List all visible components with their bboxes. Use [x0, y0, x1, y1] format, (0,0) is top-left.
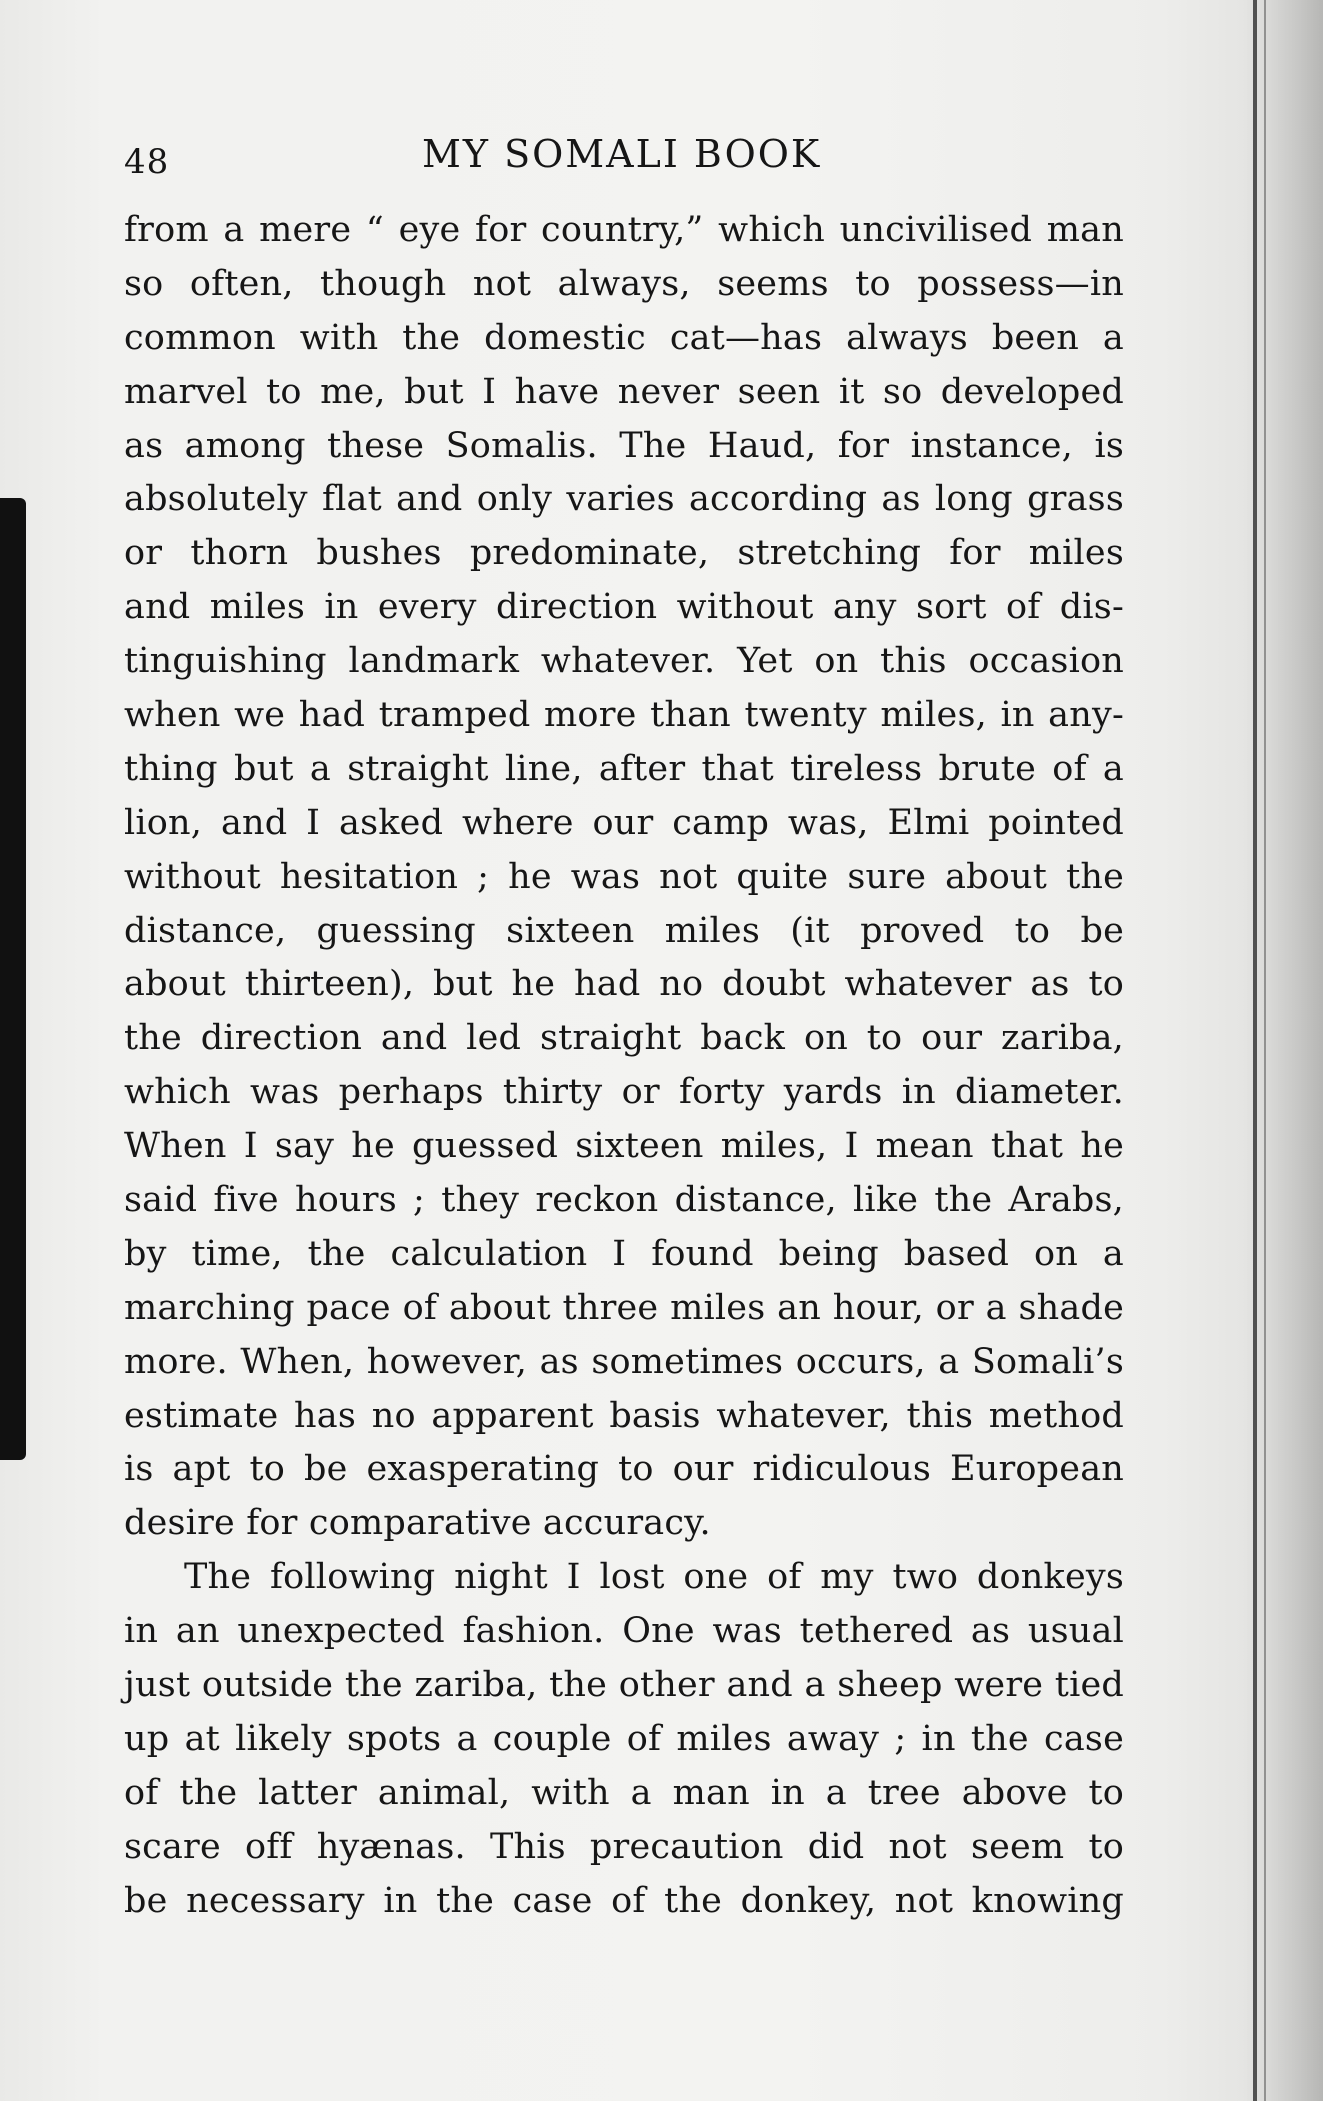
text-line: up at likely spots a couple of miles away ; in the case: [124, 1718, 1124, 1759]
text-line: marching pace of about three miles an hour, or a shade: [124, 1287, 1124, 1328]
text-line: distance, guessing sixteen miles (it proved to be: [124, 910, 1124, 951]
text-line: or thorn bushes predominate, stretching for miles: [124, 533, 1124, 574]
paragraph-end-line: desire for comparative accuracy.: [124, 1503, 711, 1544]
text-line: as among these Somalis. The Haud, for instance, is: [124, 425, 1124, 466]
text-line: estimate has no apparent basis whatever, this method: [124, 1395, 1124, 1436]
text-line: is apt to be exasperating to our ridiculous European: [124, 1449, 1124, 1490]
text-line: be necessary in the case of the donkey, not knowing: [124, 1880, 1124, 1921]
text-line: absolutely flat and only varies according as long grass: [124, 479, 1124, 520]
binding-gutter-secondary: [1264, 0, 1266, 2101]
text-line: without hesitation ; he was not quite sure about the: [124, 856, 1124, 897]
text-line: When I say he guessed sixteen miles, I mean that he: [124, 1126, 1124, 1167]
facing-page-edge: [0, 498, 26, 1460]
text-line: more. When, however, as sometimes occurs, a Somali’s: [124, 1341, 1124, 1382]
text-line: marvel to me, but I have never seen it so developed: [124, 371, 1124, 412]
text-line: thing but a straight line, after that tireless brute of a: [124, 748, 1124, 789]
text-line: by time, the calculation I found being based on a: [124, 1233, 1124, 1274]
text-line: the direction and led straight back on to our zariba,: [124, 1018, 1124, 1059]
text-line: lion, and I asked where our camp was, Elmi pointed: [124, 802, 1124, 843]
text-line: so often, though not always, seems to possess—in: [124, 263, 1124, 304]
text-line: tinguishing landmark whatever. Yet on this occasion: [124, 641, 1124, 682]
text-line: in an unexpected fashion. One was tethered as usual: [124, 1611, 1124, 1652]
text-line: which was perhaps thirty or forty yards in diameter.: [124, 1072, 1124, 1113]
text-line: when we had tramped more than twenty miles, in any-: [124, 695, 1124, 736]
text-line: said five hours ; they reckon distance, like the Arabs,: [124, 1180, 1124, 1221]
text-line: scare off hyænas. This precaution did not seem to: [124, 1826, 1124, 1867]
page-number: 48: [124, 142, 170, 182]
text-line: of the latter animal, with a man in a tree above to: [124, 1772, 1124, 1813]
text-line: and miles in every direction without any sort of dis-: [124, 587, 1124, 628]
text-line: from a mere “ eye for country,” which uncivilised man: [124, 210, 1124, 250]
text-line: common with the domestic cat—has always been a: [124, 317, 1124, 358]
book-title: MY SOMALI BOOK: [422, 132, 822, 176]
running-head: [124, 132, 1124, 188]
text-line: about thirteen), but he had no doubt whatever as to: [124, 964, 1124, 1005]
paragraph-start-line: The following night I lost one of my two donkeys: [184, 1557, 1124, 1598]
text-line: just outside the zariba, the other and a sheep were tied: [124, 1665, 1124, 1706]
binding-gutter: [1253, 0, 1257, 2101]
body-text: [124, 204, 1124, 1929]
